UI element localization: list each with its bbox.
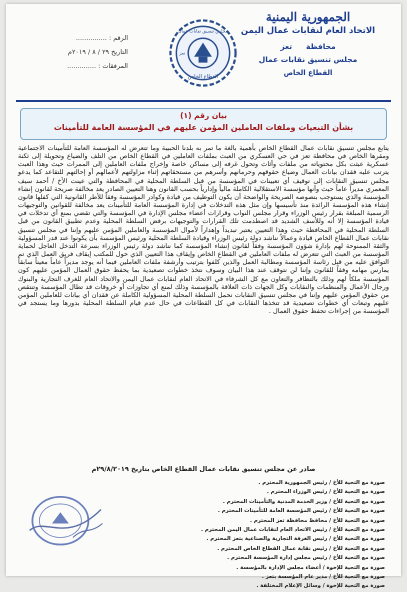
cc-item: صورة مع التحية للأخ / رئيس الاتحاد العام لنقابات عمال اليمن المحترم . xyxy=(200,527,385,534)
republic-title: الجمهورية اليمنية xyxy=(265,10,351,24)
logo-text-top: مجلس تنسيق نقابات عمال xyxy=(178,29,228,35)
stamp-seal-icon xyxy=(30,497,103,545)
cc-item: صورة مع التحية للإخوة / أعضاء مجلس الإدارة بالمؤسسة . xyxy=(236,564,385,571)
cc-item: صورة مع التحية للأخ / رئيس المؤسسة العامة للتأمينات المحترم . xyxy=(217,508,385,515)
governorate-row xyxy=(223,42,393,51)
logo-text-bottom: القطاع الخاص xyxy=(187,74,219,81)
sector-name: القطاع الخاص xyxy=(283,69,333,77)
ref-line: الرقم : ............... xyxy=(75,34,128,42)
date-line: التاريخ ٢٩ / ٨ / ٢٠١٩م xyxy=(67,48,128,56)
attachments-label: المرفقات : xyxy=(98,62,128,70)
cc-item: صورة مع التحية للأخ / مدير عام المؤسسة بتعز . xyxy=(261,574,385,581)
cc-item: صورة مع التحية للأخ / رئيس مجلس إدارة المؤسسة المحترم . xyxy=(227,555,385,562)
cc-item: صورة مع التحية للأخ / رئيس الغرفة التجارية والصناعية بتعز المحترم . xyxy=(206,536,385,543)
statement-title-box xyxy=(20,108,387,140)
statement-body: يتابع مجلس تنسيق نقابات عمال القطاع الخاص بأهمية بالغة ما تمر به بلدنا الحبيبة وما تتعرض له المؤسسة العامة للتأمينات الاجتماعية ومقرها الخاص في محافظة تعز في حي العسكري من العبث بملفات العاملين في القطاع الخاص من التلف والضياع وتحويلة إلى ثكنة عسكرية عبثت بكل محتوياته من ملفات وأثاث وتحول غرفه إلى مساكن خاصة وإخراج ملفات العاملين إلى الممرات حيث وهذا العبث يترتب عليه فقدان بيانات العمال وضياع حقوقهم وحرمانهم وأسرهم من مستحقاتهم إثناء مزاولتهم لأعمالهم أو إحالتهم للتقاعد كما يدعو مجلس تنسيق النقابات إلى توقيف أي تعيينات في المؤسسة من قبل السلطة المحلية في المحافظة والتي عينت الأخ / أحمد سيف المعمري مديراً عاماً حيث وأنها مؤسسة الاستقلالية الكاملة مالياً وإدارياً بحسب القانون وهنا التعيين الصادر يعد مخالفة صريحة لقانون إنشاء المؤسسة والذي يستوجب بنصوصه الصريحة والواضحة أن يكون التوظيف من قيادة وكوادر المؤسسة وفقاً للأطر القانونية التي كفلها قانون إنشاء هذه المؤسسة الرائدة منذ تأسيسها وإن مثل هذه التدخلات في إدارة المؤسسة العامة للتأمينات يعد مخالفة للقوانين والتوجيهات الرسمية المبلغة بقرار رئيس الوزراء وقرار مجلس النواب وقرارات أعضاء مجلس الإدارة في المؤسسة والتي تقضي بمنع أي تدخلات في قيادة المؤسسة إلا أنه وللأسف الشديد قد اصطدمت تلك القرارات والتوجيهات برفض السلطة المحلية وعدم تطبيق القانون من قبل السلطة المحلية في المحافظة حيث وهذا التعيين يعتبر تبديداً وإهداراً لأموال المؤسسة والعاملين المؤمن عليهم وإننا في مجلس تنسيق نقابات عمال القطاع الخاص قيادة وعمالاً نناشد دولة رئيس الوزراء وقيادة السلطة المحلية ورئيس المؤسسة بأن يكونوا عند قدر المسؤولية والثقة الممنوحة لهم بإدارة شؤون المؤسسة وفقاً لقانون إنشاء المؤسسة كما نناشد دولة رئيس الوزراء بسرعة التدخل العاجل لحماية المؤسسة من العبث التي تتعرض له ملفات العاملين في القطاع الخاص وإيقاف هذا التعيين الذي حول للمكتب إيقاف فريق العمل الذي تم التوافق عليه من قبل رئاسة المؤسسة ومطالبة العمل والذين كلفوا بترتيب وأرشفة ملفات العاملين فيما أنه يوجد مديراً عاماً معيناً سابقاً يمارس مهامه وفقاً للقانون وإننا لن نتوقف عند هذا البيان وسوف نتخذ خطوات تصعيدية بما يحفظ حقوق العمال المؤمن عليهم كون المؤسسة ملكاً لهم وذلك بالتظافر والتعاون مع كل الشرفاء في الاتحاد العام لنقابات عمال اليمن والاتحاد العام للغرف التجارية والبنوك ورجال الأعمال والمنظمات والنقابات وكل الجهات ذات العلاقة بالمؤسسة وذلك لمنع أي تجاوزات أو خروقات قد تطال المؤسسة وتنتقص من حقوق المؤمن عليهم وإننا في مجلس تنسيق النقابات نحمل السلطة المحلية المسؤولية الكاملة عن فقدان أي بيانات للعاملين المؤمن عليهم وتبعات أي خطوات تصعيدية قد تتخذها النقابات في كل القطاعات في حال عدم قيام السلطة المحلية بدورها وما يستجد في المؤسسة من إجراءات تحفظ حقوق العمال . xyxy=(18,144,389,316)
attachments-line: المرفقات : .............. xyxy=(67,62,128,70)
cc-item: صورة مع التحية للإخوة / وسائل الإعلام المختلفة . xyxy=(256,583,385,590)
ref-label: الرقم : xyxy=(108,34,128,42)
letterhead-left xyxy=(18,34,128,76)
letterhead-right xyxy=(223,10,393,77)
logo-text-left: تعز xyxy=(179,51,186,57)
cc-item: صورة مع التحية للأخ / رئيس الوزراء المحترم . xyxy=(266,489,385,496)
council-logo xyxy=(166,16,240,90)
letter-page xyxy=(6,4,401,590)
statement-number: بيان رقم (١) xyxy=(180,111,227,120)
cc-item: صورة مع التحية للأخ / محافظ محافظة تعز المحترم . xyxy=(250,517,385,524)
cc-item: صورة مع التحية للأخ / وزير الخدمة المدنية والتأمينات المحترم . xyxy=(222,498,385,505)
cc-item: صورة مع التحية للأخ / رئيس نقابة عمال القطاع الخاص المحترم . xyxy=(217,545,385,552)
statement-title: بشأن التبعيات وملفات العاملين المؤمن عليهم في المؤسسة العامة للتأمينات xyxy=(53,123,354,132)
official-stamp xyxy=(24,488,108,552)
header-divider xyxy=(16,100,391,102)
governorate-label: محافظة xyxy=(306,42,336,51)
cc-list xyxy=(145,479,385,592)
council-name: مجلس تنسيق نقابات عمال xyxy=(258,55,358,64)
governorate-name: تعز xyxy=(280,42,293,51)
cc-item: صورة مع التحية للأخ / رئيس الجمهورية المحترم . xyxy=(258,480,385,486)
federation-name: الاتحاد العام لنقابات عمال اليمن xyxy=(240,26,376,36)
issued-dateline: صادر عن مجلس تنسيق نقابات عمال القطاع الخاص بتاريخ ٢٩/٨/٢٠١٩م xyxy=(91,465,316,473)
